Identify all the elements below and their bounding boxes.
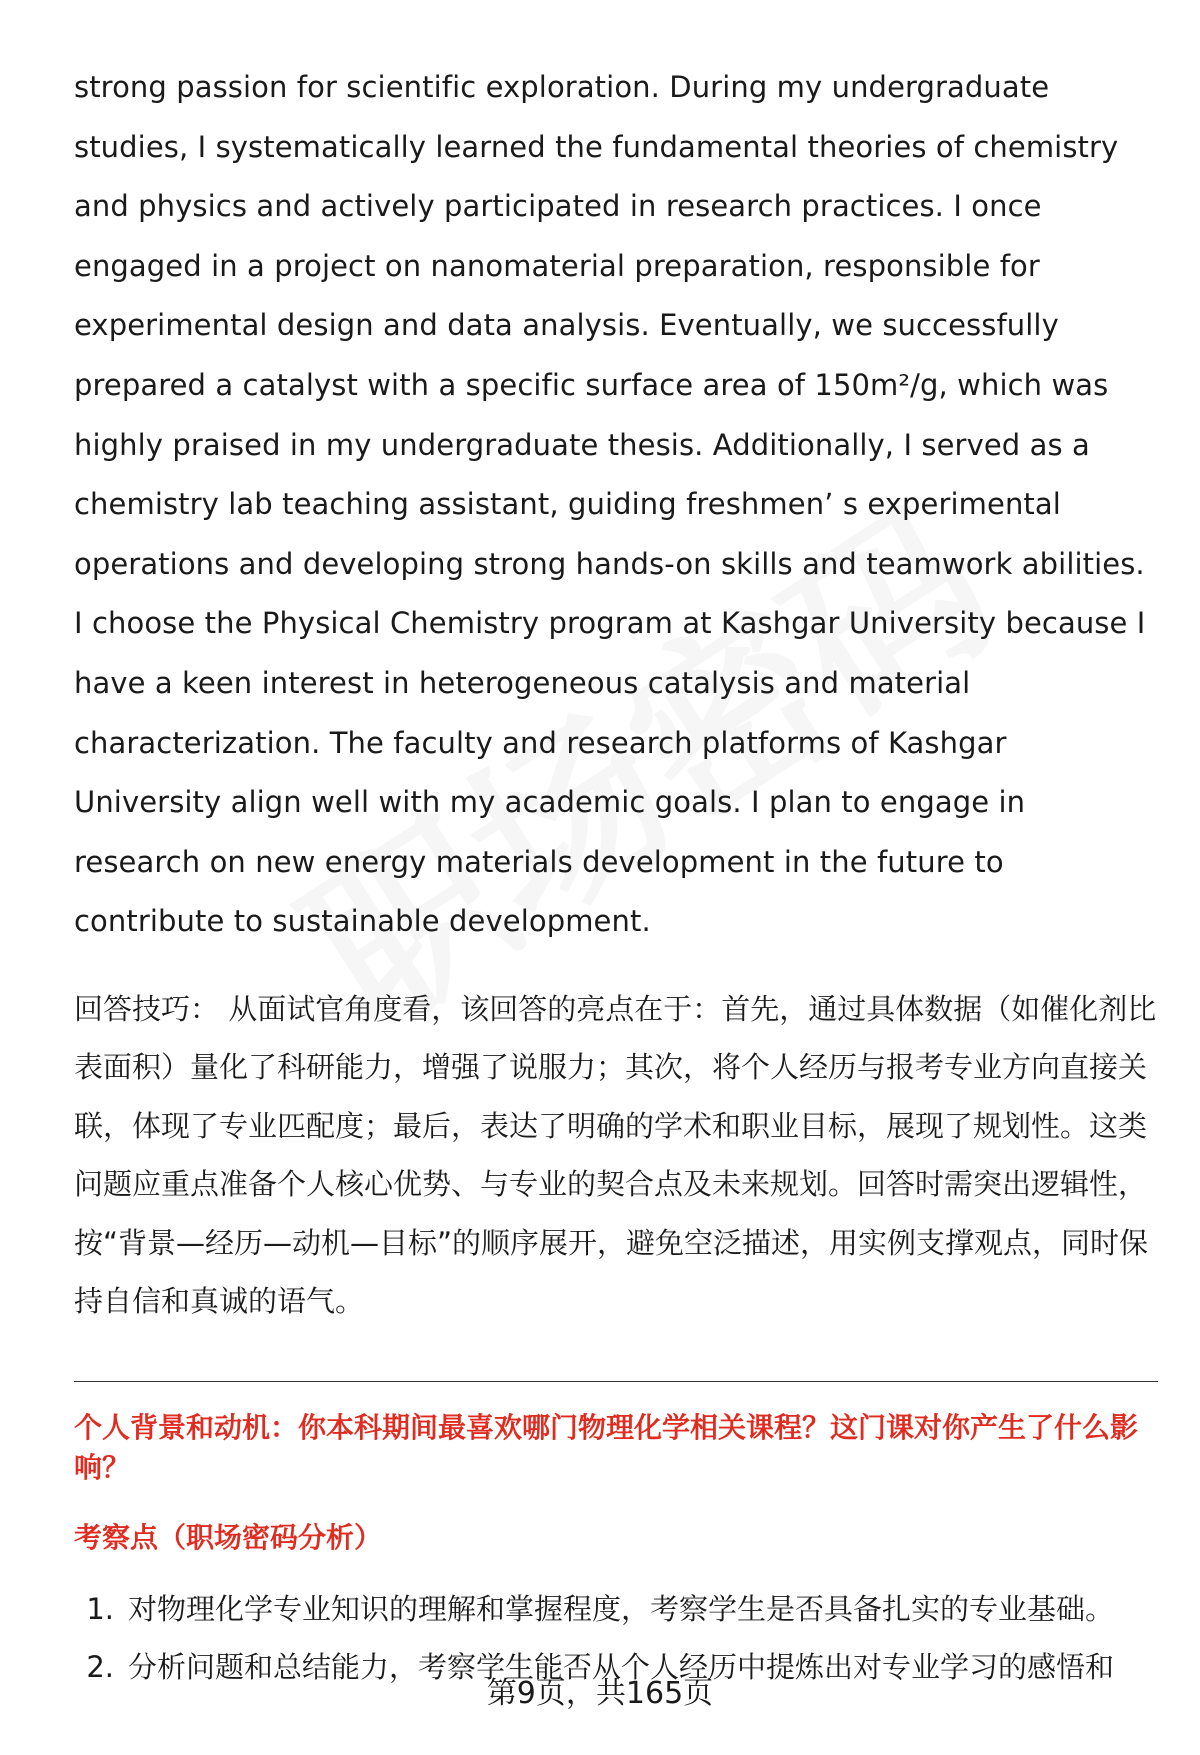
answer-paragraph: strong passion for scientific exploration. During my undergraduate studies, I systematically learned the fundamental theories of chemistry and physics and actively participated in research practices. I once engaged in a project on nanomaterial preparation, responsible for experimental design and data analysis. Eventually, we successfully prepared a catalyst with a specific surface area of 150m²/g, which was highly praised in my undergraduate thesis. Additionally, I served as a chemistry lab teaching assistant, guiding freshmen’ s experimental operations and developing strong hands-on skills and teamwork abilities. I choose the Physical Chemistry program at Kashgar University because I have a keen interest in heterogeneous catalysis and material characterization. The faculty and research platforms of Kashgar University align well with my academic goals. I plan to engage in research on new energy materials development in the future to contribute to sustainable development. (74, 70, 1146, 939)
assessment-heading: 考察点（职场密码分析） (74, 1520, 383, 1554)
section-divider (74, 1381, 1158, 1382)
list-item-number: 2. (86, 1649, 114, 1684)
question-heading: 个人背景和动机：你本科期间最喜欢哪门物理化学相关课程？这门课对你产生了什么影响？ (74, 1410, 1139, 1484)
page-content (74, 58, 1158, 1696)
tips-paragraph: 回答技巧： 从面试官角度看，该回答的亮点在于：首先，通过具体数据（如催化剂比表面积）量化了科研能力，增强了说服力；其次，将个人经历与报考专业方向直接关联，体现了专业匹配度；最后，表达了明确的学术和职业目标，展现了规划性。这类问题应重点准备个人核心优势、与专业的契合点及未来规划。回答时需突出逻辑性，按“背景—经历—动机—目标”的顺序展开，避免空泛描述，用实例支撑观点，同时保持自信和真诚的语气。 (74, 991, 1157, 1319)
list-item (74, 1580, 1158, 1638)
list-item-text: 对物理化学专业知识的理解和掌握程度，考察学生是否具备扎实的专业基础。 (128, 1591, 1115, 1626)
page-footer: 第9页，共165页 (486, 1676, 714, 1711)
list-item-text: 分析问题和总结能力，考察学生能否从个人经历中提炼出对专业学习的感悟和 (128, 1649, 1115, 1684)
list-item-number: 1. (86, 1591, 114, 1626)
